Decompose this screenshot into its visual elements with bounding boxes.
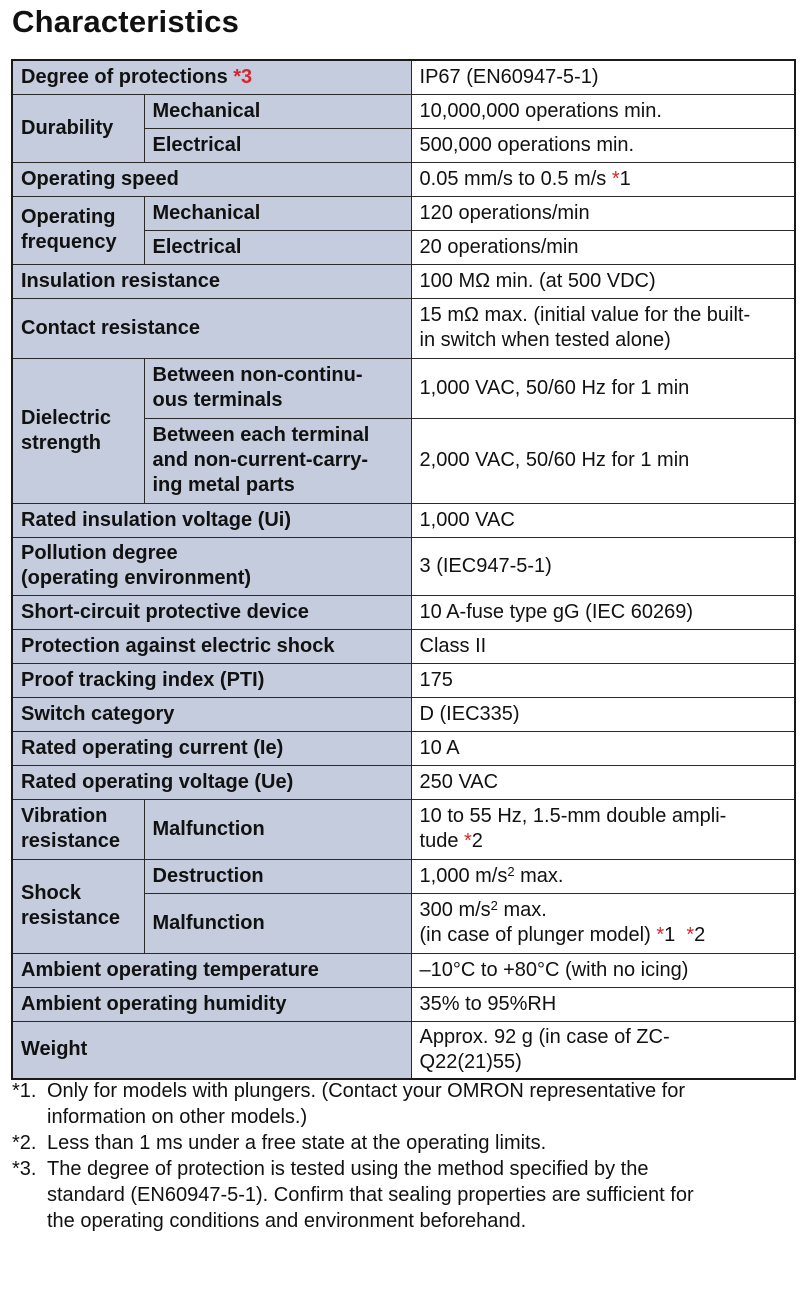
- footnote-text: Less than 1 ms under a free state at the operating limits.: [47, 1132, 547, 1154]
- row-value: 20 operations/min: [411, 230, 795, 264]
- row-sublabel: Between non-continu- ous terminals: [144, 358, 411, 418]
- characteristics-table: [11, 59, 796, 1080]
- superscript: 2: [490, 898, 498, 913]
- row-sublabel: Mechanical: [144, 196, 411, 230]
- row-value: 0.05 mm/s to 0.5 m/s *1: [411, 162, 795, 196]
- footnotes: [12, 1078, 787, 1234]
- row-label: Degree of protections *3: [12, 60, 411, 94]
- table-row: [12, 629, 795, 663]
- table-row: [12, 953, 795, 987]
- footnote-marker: *3.: [12, 1158, 37, 1180]
- table-row: [12, 94, 795, 128]
- row-label: Contact resistance: [12, 298, 411, 358]
- footnote-1: [12, 1078, 787, 1130]
- table-row: [12, 987, 795, 1021]
- row-label: Ambient operating temperature: [12, 953, 411, 987]
- row-value: 2,000 VAC, 50/60 Hz for 1 min: [411, 418, 795, 503]
- row-value: 10 A: [411, 731, 795, 765]
- footnote-2: [12, 1130, 787, 1156]
- row-value: 15 mΩ max. (initial value for the built- in switch when tested alone): [411, 298, 795, 358]
- row-value: 10 to 55 Hz, 1.5-mm double ampli- tude *2: [411, 799, 795, 859]
- row-value: Class II: [411, 629, 795, 663]
- footnote-num: 2: [694, 924, 706, 946]
- table-row: [12, 162, 795, 196]
- row-label: Ambient operating humidity: [12, 987, 411, 1021]
- row-value: 250 VAC: [411, 765, 795, 799]
- row-value: 300 $m/s^2$ max. (in case of plunger model) *1 *2: [411, 893, 795, 953]
- table-row: [12, 264, 795, 298]
- table-row: [12, 595, 795, 629]
- table-row: [12, 799, 795, 859]
- table-row: [12, 196, 795, 230]
- row-sublabel: Between each terminal and non-current-carry- ing metal parts: [144, 418, 411, 503]
- row-value: 3 (IEC947-5-1): [411, 537, 795, 595]
- row-sublabel: Destruction: [144, 859, 411, 893]
- row-sublabel: Malfunction: [144, 893, 411, 953]
- row-value: 120 operations/min: [411, 196, 795, 230]
- footnote-star: *: [611, 167, 620, 190]
- superscript: 2: [507, 863, 515, 879]
- row-value: –10°C to +80°C (with no icing): [411, 953, 795, 987]
- footnote-text: The degree of protection is tested using the method specified by the standard (EN60947-5-1). Confirm that sealing properties are sufficient for the operating conditions and environment beforehand.: [47, 1158, 694, 1232]
- row-value: 500,000 operations min.: [411, 128, 795, 162]
- row-sublabel: Electrical: [144, 128, 411, 162]
- footnote-num: 2: [471, 830, 483, 852]
- row-label: Rated insulation voltage (Ui): [12, 503, 411, 537]
- row-label: Pollution degree (operating environment): [12, 537, 411, 595]
- row-sublabel: Malfunction: [144, 799, 411, 859]
- table-row: [12, 731, 795, 765]
- footnote-3: [12, 1156, 787, 1234]
- footnote-star: *: [464, 830, 472, 852]
- row-label: Durability: [12, 94, 144, 162]
- row-value: 100 MΩ min. (at 500 VDC): [411, 264, 795, 298]
- table-row: [12, 765, 795, 799]
- row-sublabel: Mechanical: [144, 94, 411, 128]
- footnote-marker: *1.: [12, 1080, 37, 1102]
- row-value: 1,000 $m/s^2$ max.: [411, 859, 795, 893]
- row-value: 35% to 95%RH: [411, 987, 795, 1021]
- footnote-num: 1: [619, 167, 631, 190]
- table-row: [12, 859, 795, 893]
- table-row: [12, 697, 795, 731]
- row-value: Approx. 92 g (in case of ZC- Q22(21)55): [411, 1021, 795, 1079]
- row-label: Weight: [12, 1021, 411, 1079]
- row-label: Vibration resistance: [12, 799, 144, 859]
- footnote-ref: *3: [233, 65, 253, 88]
- row-label: Dielectric strength: [12, 358, 144, 503]
- table-row: [12, 1021, 795, 1079]
- table-row: [12, 537, 795, 595]
- footnote-text: Only for models with plungers. (Contact your OMRON representative for information on other models.): [47, 1080, 686, 1128]
- row-label: Short-circuit protective device: [12, 595, 411, 629]
- row-label: Rated operating current (Ie): [12, 731, 411, 765]
- row-value: D (IEC335): [411, 697, 795, 731]
- table-row: [12, 663, 795, 697]
- table-row: [12, 60, 795, 94]
- footnote-star: *: [656, 924, 665, 946]
- footnote-star: *: [686, 924, 695, 946]
- row-label: Proof tracking index (PTI): [12, 663, 411, 697]
- table-row: [12, 298, 795, 358]
- row-label: Shock resistance: [12, 859, 144, 953]
- table-row: [12, 358, 795, 418]
- row-value: 1,000 VAC, 50/60 Hz for 1 min: [411, 358, 795, 418]
- row-label: Protection against electric shock: [12, 629, 411, 663]
- row-value: 10 A-fuse type gG (IEC 60269): [411, 595, 795, 629]
- row-sublabel: Electrical: [144, 230, 411, 264]
- row-value: 175: [411, 663, 795, 697]
- row-label: Switch category: [12, 697, 411, 731]
- row-label: Operating speed: [12, 162, 411, 196]
- footnote-marker: *2.: [12, 1132, 37, 1154]
- row-value: IP67 (EN60947-5-1): [411, 60, 795, 94]
- row-label: Insulation resistance: [12, 264, 411, 298]
- row-label: Rated operating voltage (Ue): [12, 765, 411, 799]
- row-label: Operating frequency: [12, 196, 144, 264]
- page-title: Characteristics: [12, 4, 240, 39]
- row-value: 1,000 VAC: [411, 503, 795, 537]
- footnote-num: 1: [664, 924, 676, 946]
- row-value: 10,000,000 operations min.: [411, 94, 795, 128]
- table-row: [12, 503, 795, 537]
